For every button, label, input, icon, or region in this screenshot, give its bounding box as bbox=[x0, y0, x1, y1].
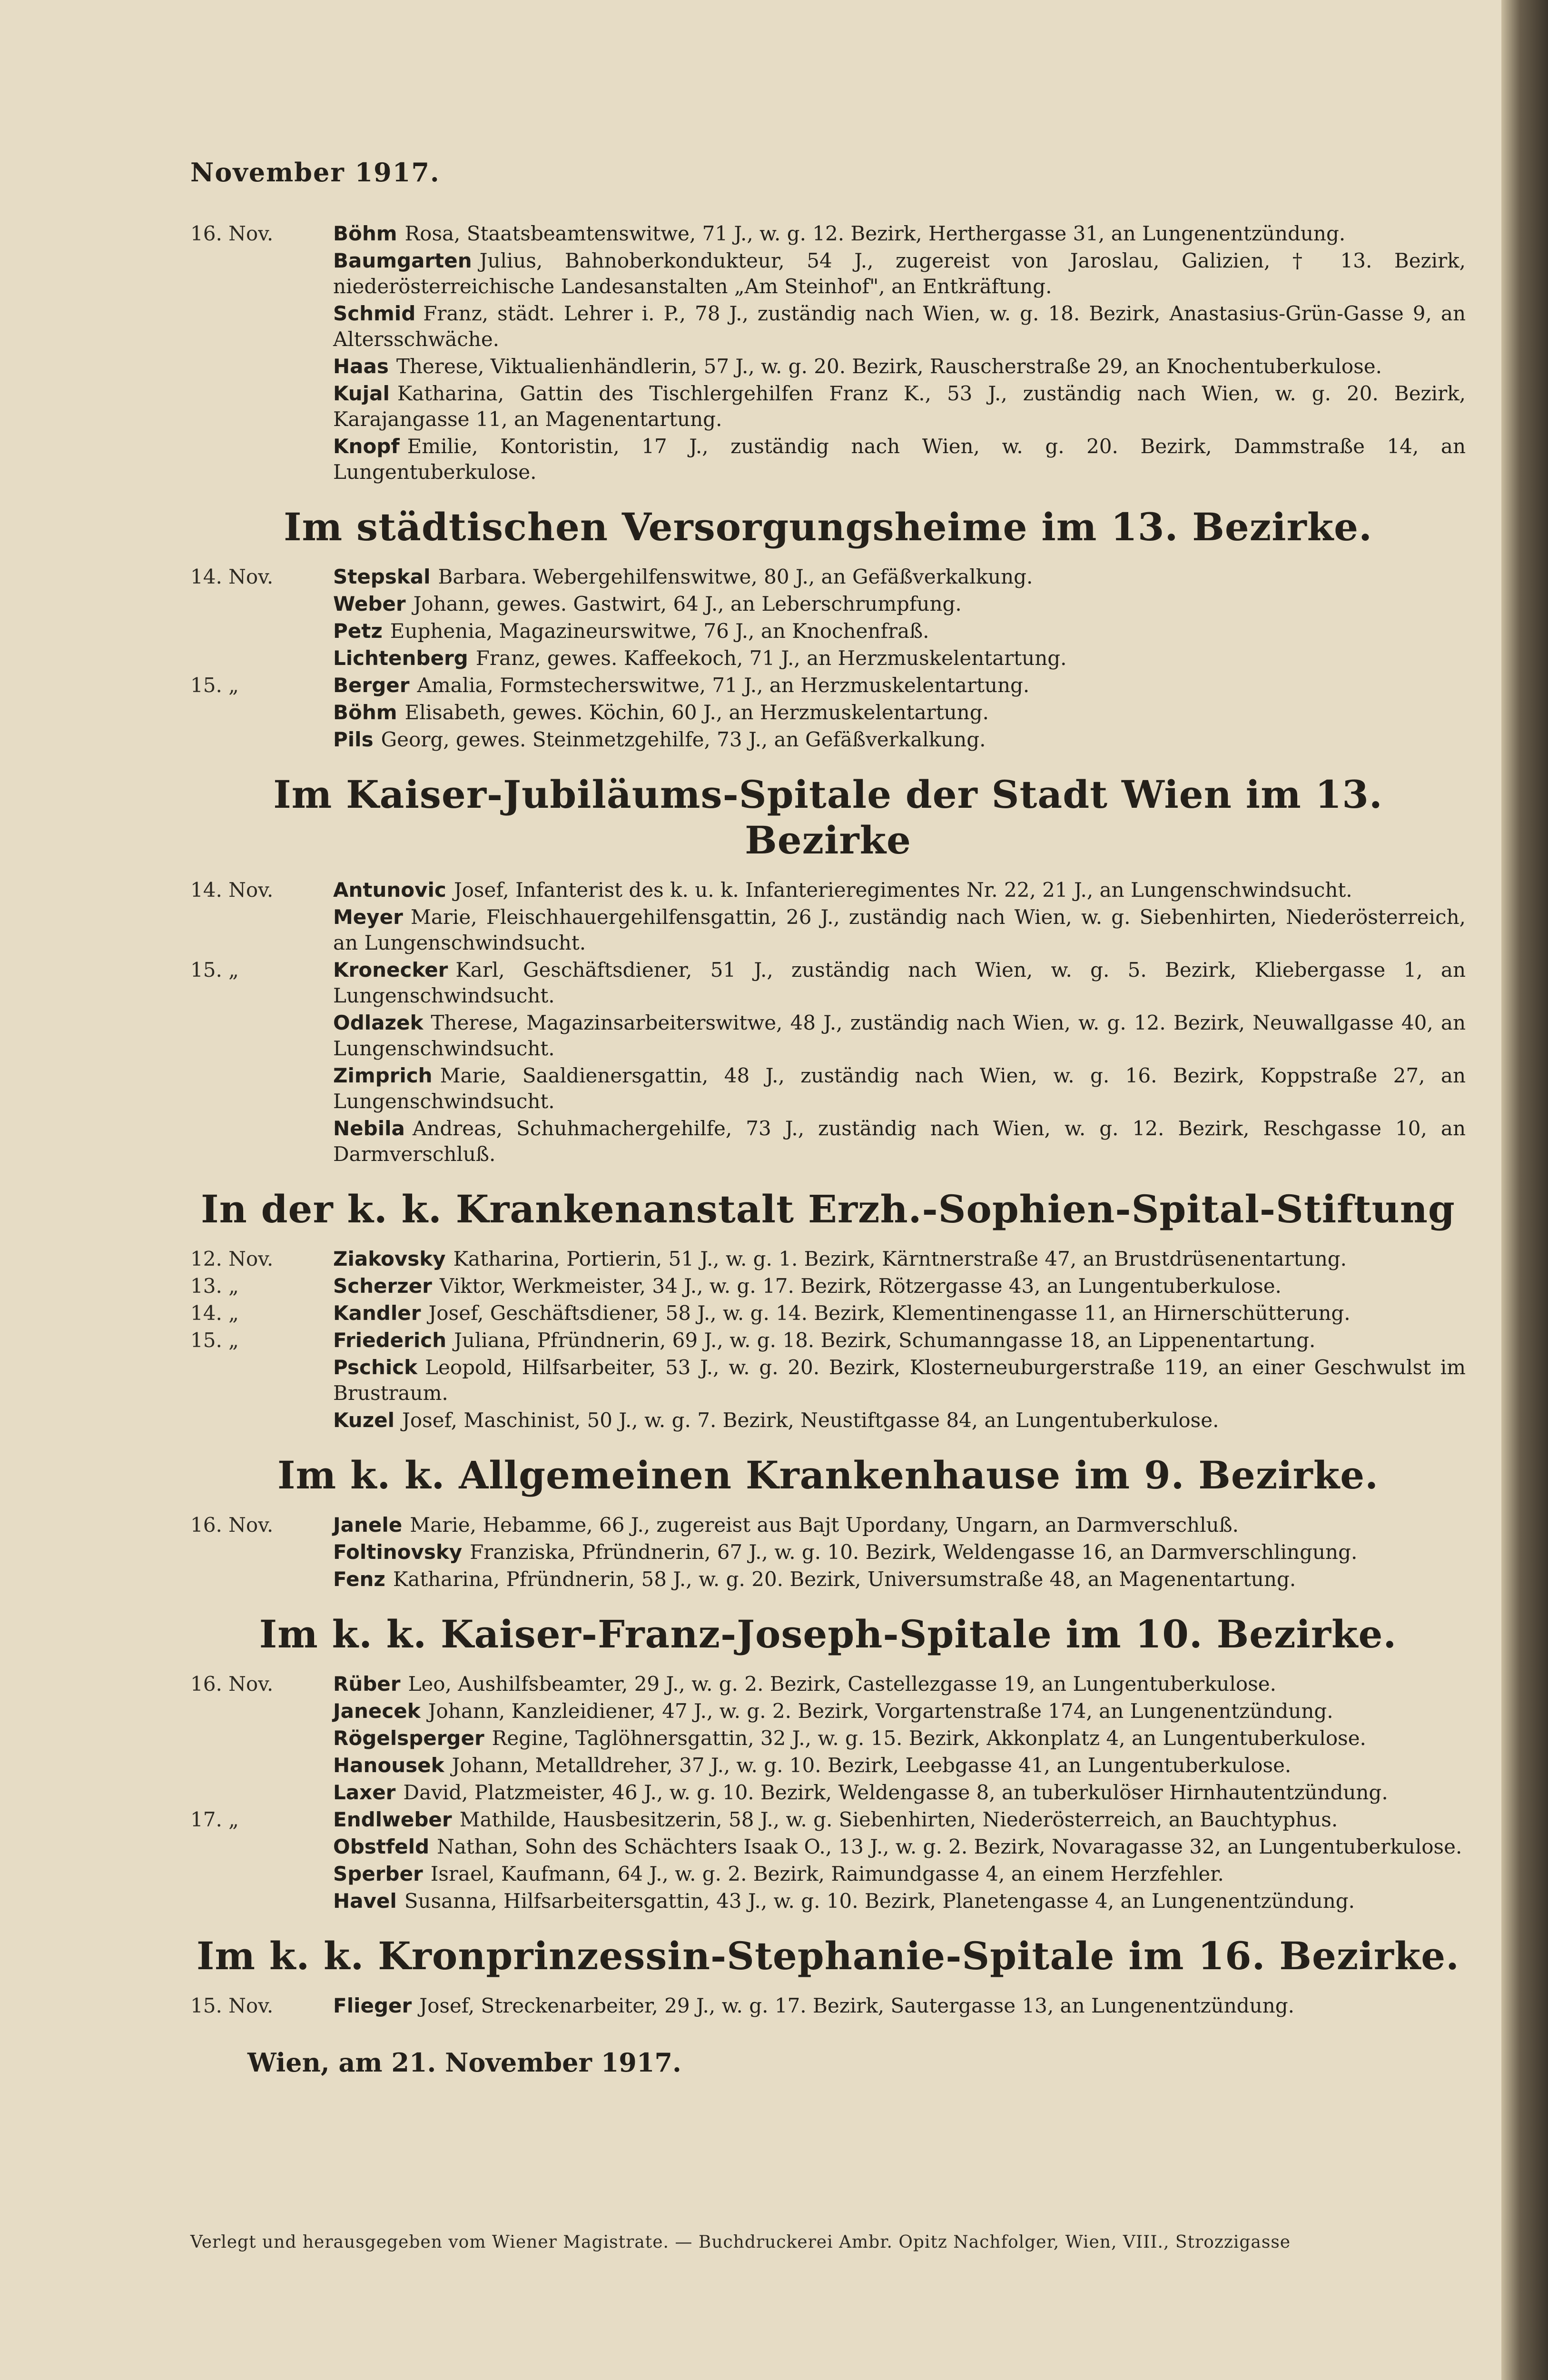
entry-details: Israel, Kaufmann, 64 J., w. g. 2. Bezirk, Raimundgasse 4, an einem Herzfehler. bbox=[430, 1862, 1224, 1885]
death-entry bbox=[190, 877, 1466, 903]
entry-date: 17. „ bbox=[190, 1808, 239, 1831]
death-entry bbox=[190, 1539, 1466, 1565]
entry-body bbox=[333, 1726, 1466, 1751]
death-entry bbox=[190, 645, 1466, 671]
entry-body bbox=[333, 434, 1466, 485]
entry-surname: Petz bbox=[333, 619, 383, 643]
entry-date: 12. Nov. bbox=[190, 1247, 274, 1270]
entry-body bbox=[333, 1010, 1466, 1061]
hospital-section bbox=[190, 1186, 1466, 1433]
entry-surname: Janecek bbox=[333, 1699, 421, 1723]
death-entry bbox=[190, 354, 1466, 379]
entry-details: Marie, Fleischhauergehilfensgattin, 26 J., zuständig nach Wien, w. g. Siebenhirten, Niederösterreich, an Lungenschwindsucht. bbox=[333, 905, 1466, 954]
entry-details: Franziska, Pfründnerin, 67 J., w. g. 10. Bezirk, Weldengasse 16, an Darmverschlingung. bbox=[470, 1540, 1358, 1564]
death-entry bbox=[190, 1512, 1466, 1538]
death-entry bbox=[190, 957, 1466, 1009]
entry-details: Marie, Saaldienersgattin, 48 J., zuständig nach Wien, w. g. 16. Bezirk, Koppstraße 27, an Lungenschwindsucht. bbox=[333, 1064, 1466, 1113]
death-entry bbox=[190, 1567, 1466, 1592]
section-title: Im städtischen Versorgungsheime im 13. Bezirke. bbox=[284, 505, 1372, 549]
entry-body bbox=[333, 1671, 1466, 1697]
entry-surname: Hanousek bbox=[333, 1754, 444, 1777]
entry-surname: Weber bbox=[333, 592, 406, 615]
entry-body bbox=[333, 1753, 1466, 1778]
death-entry bbox=[190, 1010, 1466, 1061]
hospital-sections bbox=[190, 504, 1466, 2019]
death-entry bbox=[190, 618, 1466, 644]
entry-surname: Zimprich bbox=[333, 1064, 433, 1087]
section-title: Im k. k. Kronprinzessin-Stephanie-Spitale im 16. Bezirke. bbox=[196, 1934, 1460, 1978]
entry-surname: Schmid bbox=[333, 302, 416, 325]
page-heading: November 1917. bbox=[190, 157, 440, 188]
hospital-section bbox=[190, 1452, 1466, 1592]
entry-body bbox=[333, 727, 1466, 753]
entry-surname: Janele bbox=[333, 1513, 403, 1537]
entry-surname: Knopf bbox=[333, 435, 400, 458]
entry-details: Georg, gewes. Steinmetzgehilfe, 73 J., an Gefäßverkalkung. bbox=[381, 728, 986, 751]
entry-body bbox=[333, 1246, 1466, 1272]
entry-details: Juliana, Pfründnerin, 69 J., w. g. 18. Bezirk, Schumanngasse 18, an Lippenentartung. bbox=[454, 1329, 1316, 1352]
entry-surname: Havel bbox=[333, 1889, 397, 1913]
death-entry bbox=[190, 904, 1466, 956]
entry-body bbox=[333, 1512, 1466, 1538]
publisher-footer: Verlegt und herausgegeben vom Wiener Magistrate. — Buchdruckerei Ambr. Opitz Nachfolger, Wien, VIII., Strozzigasse bbox=[190, 2232, 1291, 2252]
death-entry bbox=[190, 1834, 1466, 1860]
death-entry bbox=[190, 434, 1466, 485]
entry-surname: Böhm bbox=[333, 701, 397, 724]
entry-details: Karl, Geschäftsdiener, 51 J., zuständig nach Wien, w. g. 5. Bezirk, Kliebergasse 1, an Lungenschwindsucht. bbox=[333, 958, 1466, 1007]
entry-body bbox=[333, 248, 1466, 299]
death-entry bbox=[190, 1328, 1466, 1353]
entry-date: 14. Nov. bbox=[190, 565, 274, 588]
section-title: Im k. k. Kaiser-Franz-Joseph-Spitale im 10. Bezirke. bbox=[259, 1612, 1397, 1656]
entry-details: Viktor, Werkmeister, 34 J., w. g. 17. Bezirk, Rötzergasse 43, an Lungentuberkulose. bbox=[439, 1274, 1282, 1298]
entry-date: 14. „ bbox=[190, 1301, 239, 1325]
death-entry bbox=[190, 1726, 1466, 1751]
entry-body bbox=[333, 1328, 1466, 1353]
hospital-section bbox=[190, 1933, 1466, 2019]
entry-body bbox=[333, 1355, 1466, 1406]
entry-details: Amalia, Formstecherswitwe, 71 J., an Herzmuskelentartung. bbox=[417, 674, 1030, 697]
entry-details: Marie, Hebamme, 66 J., zugereist aus Bajt Upordany, Ungarn, an Darmverschluß. bbox=[410, 1513, 1239, 1537]
death-entry bbox=[190, 221, 1466, 247]
death-entry bbox=[190, 591, 1466, 617]
hospital-section bbox=[190, 1611, 1466, 1914]
entry-date: 13. „ bbox=[190, 1274, 239, 1298]
entry-details: Josef, Streckenarbeiter, 29 J., w. g. 17. Bezirk, Sautergasse 13, an Lungenentzündung. bbox=[419, 1994, 1295, 2017]
entry-body bbox=[333, 1063, 1466, 1114]
entry-date: 16. Nov. bbox=[190, 222, 274, 245]
entry-details: Rosa, Staatsbeamtenswitwe, 71 J., w. g. 12. Bezirk, Herthergasse 31, an Lungenentzündung. bbox=[404, 222, 1346, 245]
entry-details: Katharina, Pfründnerin, 58 J., w. g. 20. Bezirk, Universumstraße 48, an Magenentartung. bbox=[393, 1567, 1296, 1591]
death-entry bbox=[190, 1116, 1466, 1167]
entry-surname: Pschick bbox=[333, 1356, 418, 1379]
death-entry bbox=[190, 1753, 1466, 1778]
death-entry bbox=[190, 1273, 1466, 1299]
death-entry bbox=[190, 1355, 1466, 1406]
entry-details: Johann, gewes. Gastwirt, 64 J., an Leberschrumpfung. bbox=[413, 592, 962, 615]
entry-body bbox=[333, 221, 1466, 247]
death-entry bbox=[190, 1861, 1466, 1887]
entry-details: Katharina, Portierin, 51 J., w. g. 1. Bezirk, Kärntnerstraße 47, an Brustdrüsenentartung. bbox=[453, 1247, 1347, 1270]
entry-body bbox=[333, 564, 1466, 590]
entry-body bbox=[333, 957, 1466, 1009]
entry-details: Mathilde, Hausbesitzerin, 58 J., w. g. Siebenhirten, Niederösterreich, an Bauchtyphus. bbox=[459, 1808, 1338, 1831]
entry-body bbox=[333, 1408, 1466, 1433]
entry-body bbox=[333, 700, 1466, 725]
entry-surname: Kandler bbox=[333, 1301, 421, 1325]
entry-surname: Laxer bbox=[333, 1781, 396, 1804]
entry-body bbox=[333, 1539, 1466, 1565]
entry-surname: Odlazek bbox=[333, 1011, 424, 1034]
entry-body bbox=[333, 1807, 1466, 1833]
death-entry bbox=[190, 564, 1466, 590]
entry-surname: Böhm bbox=[333, 222, 397, 245]
entry-date: 14. Nov. bbox=[190, 878, 274, 902]
entry-details: Franz, städt. Lehrer i. P., 78 J., zuständig nach Wien, w. g. 18. Bezirk, Anastasius-Grün-Gasse 9, an Altersschwäche. bbox=[333, 302, 1466, 351]
entry-body bbox=[333, 1993, 1466, 2019]
entry-body bbox=[333, 1567, 1466, 1592]
death-entry bbox=[190, 673, 1466, 698]
entry-date: 15. „ bbox=[190, 674, 239, 697]
entry-surname: Stepskal bbox=[333, 565, 431, 588]
entry-surname: Scherzer bbox=[333, 1274, 432, 1298]
entry-date: 15. „ bbox=[190, 958, 239, 982]
entry-surname: Ziakovsky bbox=[333, 1247, 446, 1270]
death-entry bbox=[190, 1780, 1466, 1805]
death-entry bbox=[190, 1300, 1466, 1326]
death-entry bbox=[190, 1888, 1466, 1914]
entry-surname: Rögelsperger bbox=[333, 1726, 484, 1750]
death-entry bbox=[190, 1408, 1466, 1433]
entry-date: 16. Nov. bbox=[190, 1513, 274, 1537]
entry-body bbox=[333, 1300, 1466, 1326]
document bbox=[190, 157, 1466, 2078]
entry-details: David, Platzmeister, 46 J., w. g. 10. Bezirk, Weldengasse 8, an tuberkulöser Hirnhautentzündung. bbox=[403, 1781, 1388, 1804]
entry-details: Johann, Metalldreher, 37 J., w. g. 10. Bezirk, Leebgasse 41, an Lungentuberkulose. bbox=[452, 1754, 1292, 1777]
entry-body bbox=[333, 1780, 1466, 1805]
death-entry bbox=[190, 700, 1466, 725]
entry-details: Elisabeth, gewes. Köchin, 60 J., an Herzmuskelentartung. bbox=[404, 701, 989, 724]
entry-details: Therese, Viktualienhändlerin, 57 J., w. g. 20. Bezirk, Rauscherstraße 29, an Knochentuberkulose. bbox=[396, 355, 1382, 378]
entry-body bbox=[333, 354, 1466, 379]
entry-body bbox=[333, 301, 1466, 352]
entry-body bbox=[333, 591, 1466, 617]
entry-surname: Rüber bbox=[333, 1672, 401, 1696]
entry-surname: Lichtenberg bbox=[333, 646, 468, 670]
entry-surname: Flieger bbox=[333, 1994, 412, 2017]
death-entry bbox=[190, 248, 1466, 299]
death-entry bbox=[190, 301, 1466, 352]
entry-surname: Endlweber bbox=[333, 1808, 452, 1831]
death-entry bbox=[190, 381, 1466, 432]
entry-date: 15. „ bbox=[190, 1329, 239, 1352]
death-entry bbox=[190, 1698, 1466, 1724]
page-binding-shadow bbox=[1501, 0, 1548, 2380]
entry-details: Leo, Aushilfsbeamter, 29 J., w. g. 2. Bezirk, Castellezgasse 19, an Lungentuberkulose. bbox=[408, 1672, 1276, 1696]
entry-body bbox=[333, 1888, 1466, 1914]
section-title: Im k. k. Allgemeinen Krankenhause im 9. Bezirke. bbox=[277, 1453, 1379, 1497]
entry-body bbox=[333, 618, 1466, 644]
entry-surname: Friederich bbox=[333, 1329, 447, 1352]
entry-body bbox=[333, 1116, 1466, 1167]
entry-details: Leopold, Hilfsarbeiter, 53 J., w. g. 20. Bezirk, Klosterneuburgerstraße 119, an einer Geschwulst im Brustraum. bbox=[333, 1356, 1466, 1405]
entry-surname: Kujal bbox=[333, 382, 390, 405]
entry-date: 16. Nov. bbox=[190, 1672, 274, 1696]
entry-surname: Kronecker bbox=[333, 958, 448, 982]
entry-surname: Foltinovsky bbox=[333, 1540, 463, 1564]
entry-details: Nathan, Sohn des Schächters Isaak O., 13 J., w. g. 2. Bezirk, Novaragasse 32, an Lungentuberkulose. bbox=[437, 1835, 1462, 1858]
entry-body bbox=[333, 381, 1466, 432]
entry-details: Julius, Bahnoberkondukteur, 54 J., zugereist von Jaroslau, Galizien, † 13. Bezirk, niederösterreichische Landesanstalten „Am Steinhof", an Entkräftung. bbox=[333, 249, 1466, 298]
entry-details: Regine, Taglöhnersgattin, 32 J., w. g. 15. Bezirk, Akkonplatz 4, an Lungentuberkulose. bbox=[492, 1726, 1366, 1750]
death-entry bbox=[190, 1993, 1466, 2019]
entry-details: Andreas, Schuhmachergehilfe, 73 J., zuständig nach Wien, w. g. 12. Bezirk, Reschgasse 10, an Darmverschluß. bbox=[333, 1117, 1466, 1166]
hospital-section bbox=[190, 504, 1466, 753]
entry-surname: Berger bbox=[333, 674, 410, 697]
section-title: In der k. k. Krankenanstalt Erzh.-Sophien-Spital-Stiftung bbox=[201, 1187, 1455, 1231]
entry-surname: Kuzel bbox=[333, 1408, 395, 1432]
entry-details: Josef, Infanterist des k. u. k. Infanterieregimentes Nr. 22, 21 J., an Lungenschwindsucht. bbox=[454, 878, 1352, 902]
entry-body bbox=[333, 1834, 1466, 1860]
entry-details: Josef, Maschinist, 50 J., w. g. 7. Bezirk, Neustiftgasse 84, an Lungentuberkulose. bbox=[402, 1408, 1219, 1432]
entry-details: Euphenia, Magazineurswitwe, 76 J., an Knochenfraß. bbox=[390, 619, 929, 643]
death-entry bbox=[190, 727, 1466, 753]
entry-surname: Haas bbox=[333, 355, 389, 378]
entry-surname: Meyer bbox=[333, 905, 403, 929]
entry-details: Therese, Magazinsarbeiterswitwe, 48 J., zuständig nach Wien, w. g. 12. Bezirk, Neuwallgasse 40, an Lungenschwindsucht. bbox=[333, 1011, 1466, 1060]
entry-surname: Nebila bbox=[333, 1117, 405, 1140]
entry-surname: Sperber bbox=[333, 1862, 423, 1885]
entry-body bbox=[333, 904, 1466, 956]
entry-surname: Antunovic bbox=[333, 878, 446, 902]
entry-body bbox=[333, 1861, 1466, 1887]
death-entry bbox=[190, 1063, 1466, 1114]
entry-body bbox=[333, 673, 1466, 698]
entry-body bbox=[333, 877, 1466, 903]
entry-surname: Pils bbox=[333, 728, 374, 751]
entry-date: 15. Nov. bbox=[190, 1994, 274, 2017]
entry-details: Katharina, Gattin des Tischlergehilfen Franz K., 53 J., zuständig nach Wien, w. g. 20. Bezirk, Karajangasse 11, an Magenentartung. bbox=[333, 382, 1466, 431]
entry-surname: Obstfeld bbox=[333, 1835, 430, 1858]
entry-body bbox=[333, 645, 1466, 671]
death-entry bbox=[190, 1807, 1466, 1833]
entry-details: Susanna, Hilfsarbeitersgattin, 43 J., w. g. 10. Bezirk, Planetengasse 4, an Lungenentzündung. bbox=[404, 1889, 1355, 1913]
initial-entries bbox=[190, 221, 1466, 485]
entry-details: Franz, gewes. Kaffeekoch, 71 J., an Herzmuskelentartung. bbox=[475, 646, 1067, 670]
entry-details: Barbara. Webergehilfenswitwe, 80 J., an Gefäßverkalkung. bbox=[438, 565, 1033, 588]
entry-details: Johann, Kanzleidiener, 47 J., w. g. 2. Bezirk, Vorgartenstraße 174, an Lungenentzündung. bbox=[428, 1699, 1333, 1723]
death-entry bbox=[190, 1671, 1466, 1697]
entry-details: Emilie, Kontoristin, 17 J., zuständig nach Wien, w. g. 20. Bezirk, Dammstraße 14, an Lungentuberkulose. bbox=[333, 435, 1466, 484]
entry-surname: Fenz bbox=[333, 1567, 385, 1591]
section-title: Im Kaiser-Jubiläums-Spitale der Stadt Wien im 13. Bezirke bbox=[273, 772, 1383, 863]
hospital-section bbox=[190, 772, 1466, 1167]
entry-details: Josef, Geschäftsdiener, 58 J., w. g. 14. Bezirk, Klementinengasse 11, an Hirnerschütterung. bbox=[428, 1301, 1351, 1325]
closing-line: Wien, am 21. November 1917. bbox=[247, 2047, 681, 2078]
entry-body bbox=[333, 1273, 1466, 1299]
entry-body bbox=[333, 1698, 1466, 1724]
entry-surname: Baumgarten bbox=[333, 249, 472, 272]
death-entry bbox=[190, 1246, 1466, 1272]
